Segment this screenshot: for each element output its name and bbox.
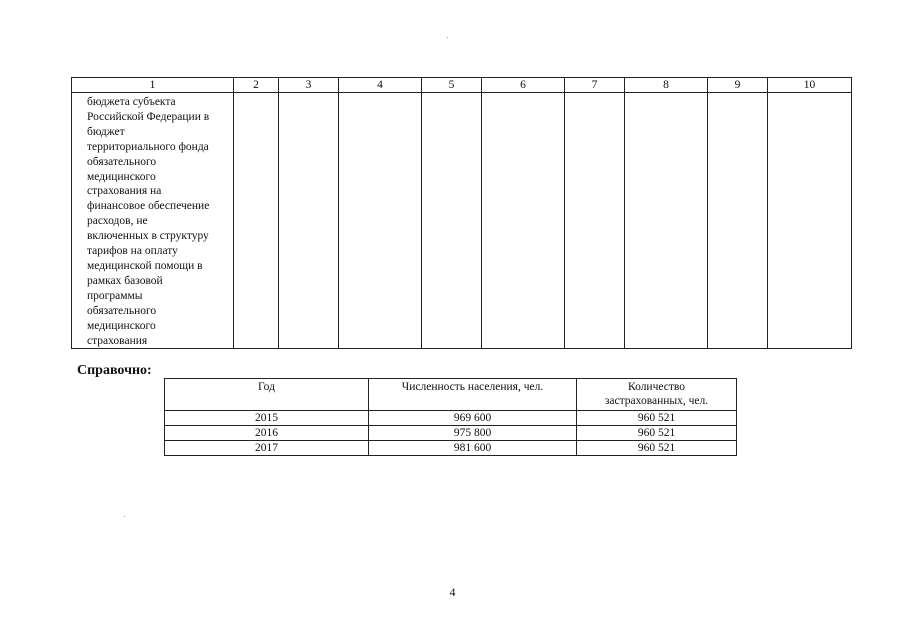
column-header: 3 bbox=[279, 78, 339, 93]
description-line: расходов, не bbox=[87, 215, 148, 228]
empty-cell bbox=[339, 93, 422, 349]
year-cell: 2016 bbox=[165, 426, 369, 441]
description-line: программы bbox=[87, 289, 143, 302]
column-header: 5 bbox=[422, 78, 482, 93]
description-line: бюджета субъекта bbox=[87, 96, 176, 108]
description-line: медицинской помощи в bbox=[87, 259, 203, 272]
empty-cell bbox=[422, 93, 482, 349]
insured-header-line: застрахованных, чел. bbox=[604, 395, 709, 407]
table-row bbox=[165, 426, 737, 441]
column-header: 7 bbox=[565, 78, 625, 93]
insured-cell: 960 521 bbox=[577, 441, 737, 456]
year-cell: 2015 bbox=[165, 411, 369, 426]
insured-cell: 960 521 bbox=[577, 426, 737, 441]
column-header: 1 bbox=[72, 78, 234, 93]
description-line: бюджет bbox=[87, 125, 125, 138]
population-cell: 969 600 bbox=[369, 411, 577, 426]
population-header: Численность населения, чел. bbox=[369, 379, 577, 411]
description-line: включенных в структуру bbox=[87, 230, 209, 243]
scan-speck bbox=[447, 37, 448, 38]
description-line: медицинского bbox=[87, 170, 156, 183]
page-number: 4 bbox=[449, 585, 456, 599]
column-header: 6 bbox=[482, 78, 565, 93]
insured-header-line: Количество bbox=[628, 381, 685, 393]
description-line: территориального фонда bbox=[87, 140, 209, 153]
empty-cell bbox=[234, 93, 279, 349]
description-cell bbox=[72, 93, 234, 349]
description-line: обязательного bbox=[87, 155, 157, 168]
description-line: страхования bbox=[87, 334, 148, 347]
empty-cell bbox=[482, 93, 565, 349]
description-line: обязательного bbox=[87, 304, 157, 317]
description-line: Российской Федерации в bbox=[87, 110, 210, 123]
column-number-row bbox=[72, 78, 852, 93]
budget-table bbox=[71, 77, 852, 349]
column-header: 8 bbox=[625, 78, 708, 93]
reference-label: Справочно: bbox=[77, 363, 152, 378]
description-line: тарифов на оплату bbox=[87, 245, 178, 258]
population-cell: 981 600 bbox=[369, 441, 577, 456]
reference-table bbox=[164, 378, 737, 456]
column-header: 9 bbox=[708, 78, 768, 93]
description-line: рамках базовой bbox=[87, 274, 163, 287]
population-cell: 975 800 bbox=[369, 426, 577, 441]
reference-header-row bbox=[165, 379, 737, 411]
description-line: страхования на bbox=[87, 185, 162, 198]
empty-cell bbox=[768, 93, 852, 349]
column-header: 10 bbox=[768, 78, 852, 93]
insured-header bbox=[577, 379, 737, 411]
scan-speck bbox=[124, 516, 125, 517]
empty-cell bbox=[708, 93, 768, 349]
empty-cell bbox=[625, 93, 708, 349]
description-line: финансовое обеспечение bbox=[87, 200, 210, 213]
table-row bbox=[72, 93, 852, 349]
table-row bbox=[165, 441, 737, 456]
description-line: медицинского bbox=[87, 319, 156, 332]
insured-cell: 960 521 bbox=[577, 411, 737, 426]
column-header: 4 bbox=[339, 78, 422, 93]
year-cell: 2017 bbox=[165, 441, 369, 456]
year-header: Год bbox=[165, 379, 369, 411]
empty-cell bbox=[279, 93, 339, 349]
empty-cell bbox=[565, 93, 625, 349]
column-header: 2 bbox=[234, 78, 279, 93]
table-row bbox=[165, 411, 737, 426]
